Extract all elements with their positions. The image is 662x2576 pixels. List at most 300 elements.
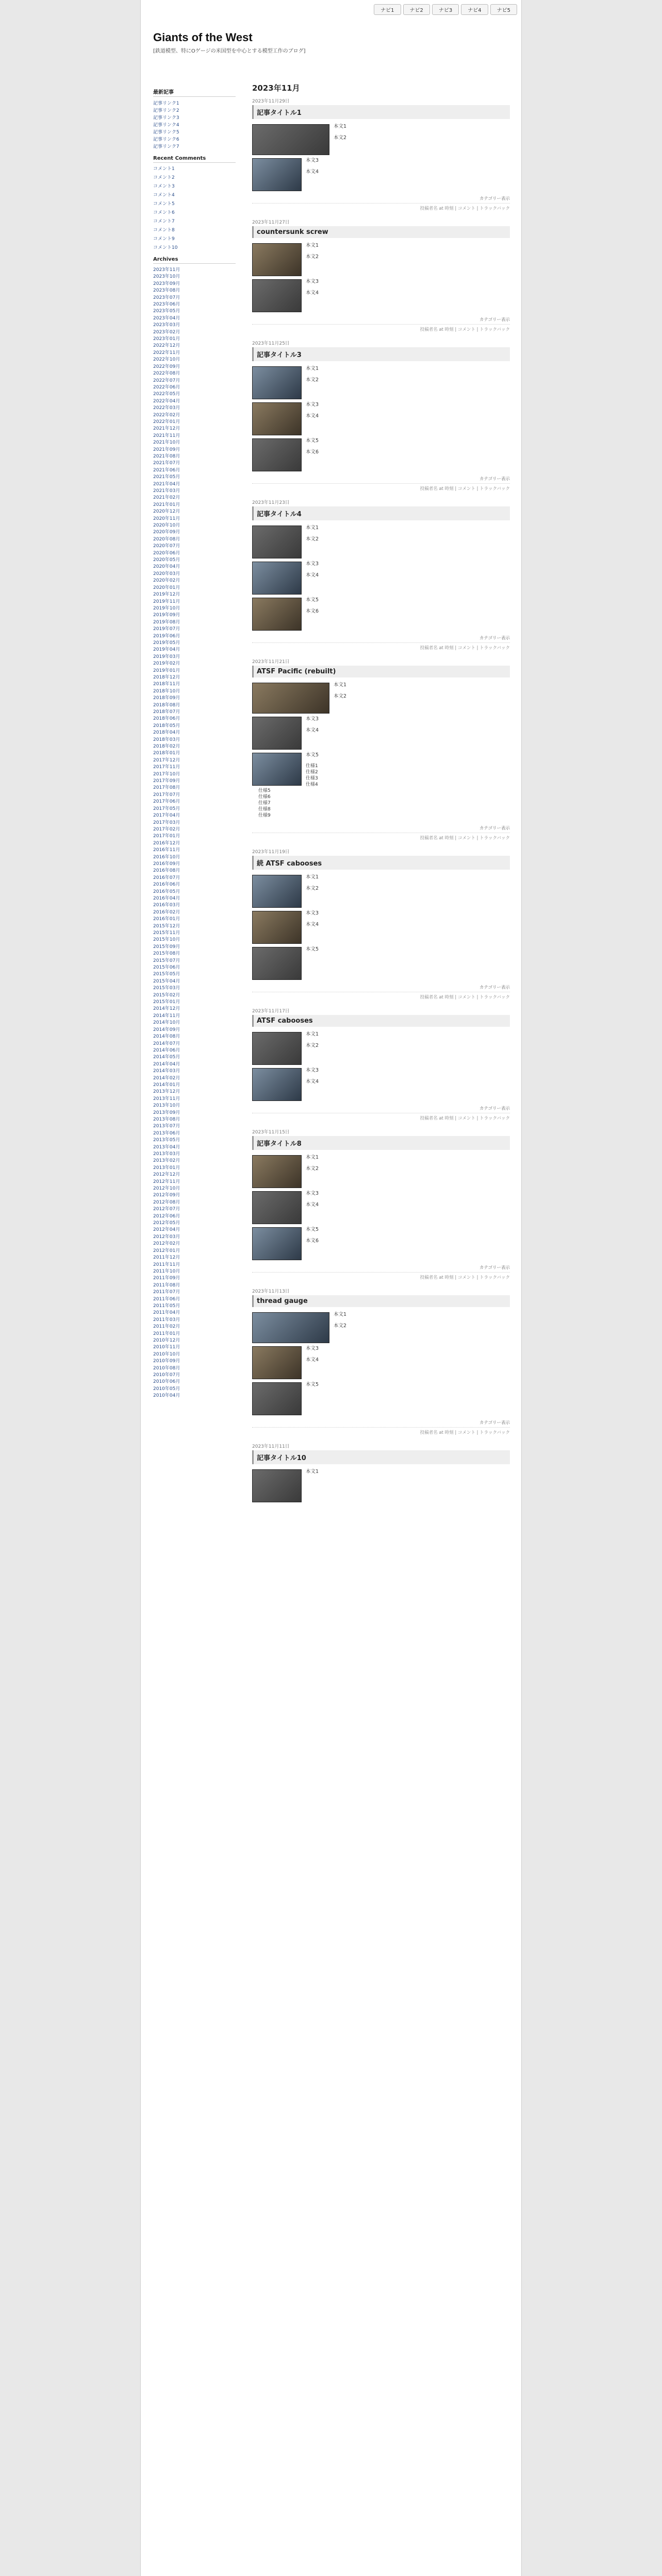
archive-link[interactable]: 2015年12月 bbox=[153, 923, 180, 929]
archive-link[interactable]: 2016年08月 bbox=[153, 868, 180, 874]
archive-link[interactable]: 2015年04月 bbox=[153, 978, 180, 984]
archive-item bbox=[153, 854, 236, 861]
archive-link[interactable]: 2023年07月 bbox=[153, 295, 180, 300]
recent-comment-link[interactable]: コメント1 bbox=[153, 166, 175, 172]
post-title[interactable]: 記事タイトル3 bbox=[252, 347, 510, 361]
archive-link[interactable]: 2016年06月 bbox=[153, 882, 180, 888]
archive-link[interactable]: 2014年02月 bbox=[153, 1075, 180, 1081]
archive-link[interactable]: 2011年07月 bbox=[153, 1290, 180, 1295]
post-footer[interactable]: 投稿者名 at 時刻 | コメント | トラックバック bbox=[252, 483, 510, 492]
archive-link[interactable]: 2017年10月 bbox=[153, 771, 180, 777]
post-photo[interactable] bbox=[252, 911, 302, 944]
archive-item bbox=[153, 647, 236, 653]
archive-link[interactable]: 2021年09月 bbox=[153, 447, 180, 452]
archive-link[interactable]: 2018年09月 bbox=[153, 696, 180, 701]
archive-link[interactable]: 2022年07月 bbox=[153, 378, 180, 383]
post-date: 2023年11月17日 bbox=[252, 1009, 290, 1014]
post-footer[interactable]: 投稿者名 at 時刻 | コメント | トラックバック bbox=[252, 203, 510, 211]
archive-link[interactable]: 2022年10月 bbox=[153, 357, 180, 363]
archive-link[interactable]: 2019年11月 bbox=[153, 599, 180, 604]
post-photo[interactable] bbox=[252, 683, 329, 714]
archive-link[interactable]: 2021年05月 bbox=[153, 474, 180, 480]
post-photo[interactable] bbox=[252, 402, 302, 435]
nav-link-5[interactable]: ナビ5 bbox=[490, 4, 517, 15]
archive-link[interactable]: 2015年01月 bbox=[153, 999, 180, 1005]
post-photo[interactable] bbox=[252, 1469, 302, 1502]
archive-link[interactable]: 2017年04月 bbox=[153, 813, 180, 819]
post-category[interactable]: カテゴリー表示 bbox=[479, 985, 510, 990]
recent-comment-link[interactable]: コメント6 bbox=[153, 210, 175, 215]
post-title[interactable]: 続 ATSF cabooses bbox=[252, 856, 510, 870]
recent-comment-link[interactable]: コメント5 bbox=[153, 201, 175, 207]
archive-link[interactable]: 2017年07月 bbox=[153, 792, 180, 798]
archive-item bbox=[153, 1358, 236, 1365]
archive-link[interactable]: 2017年02月 bbox=[153, 826, 180, 832]
archive-link[interactable]: 2016年05月 bbox=[153, 889, 180, 894]
post-photo[interactable] bbox=[252, 366, 302, 399]
archive-item bbox=[153, 951, 236, 957]
archive-link[interactable]: 2022年05月 bbox=[153, 392, 180, 397]
spec-row: 仕様3 bbox=[306, 776, 318, 781]
spec-row: 仕様6 bbox=[258, 794, 271, 800]
archive-link[interactable]: 2016年01月 bbox=[153, 917, 180, 922]
archive-item bbox=[153, 1310, 236, 1316]
archive-item bbox=[153, 785, 236, 791]
archive-link[interactable]: 2013年04月 bbox=[153, 1144, 180, 1150]
post-paragraph: 本文4 bbox=[306, 1357, 319, 1363]
post-footer[interactable]: 投稿者名 at 時刻 | コメント | トラックバック bbox=[252, 1272, 510, 1280]
archive-link[interactable]: 2020年02月 bbox=[153, 578, 180, 584]
archive-link[interactable]: 2018年06月 bbox=[153, 716, 180, 722]
archive-link[interactable]: 2021年03月 bbox=[153, 488, 180, 494]
archive-link[interactable]: 2019年06月 bbox=[153, 633, 180, 639]
post-paragraph: 本文5 bbox=[306, 946, 319, 952]
archive-item bbox=[153, 875, 236, 882]
post-footer[interactable]: 投稿者名 at 時刻 | コメント | トラックバック bbox=[252, 1427, 510, 1435]
archive-link[interactable]: 2023年04月 bbox=[153, 315, 180, 321]
archive-link[interactable]: 2011年03月 bbox=[153, 1317, 180, 1323]
archive-item bbox=[153, 1068, 236, 1075]
archive-link[interactable]: 2013年09月 bbox=[153, 1110, 180, 1115]
archive-link[interactable]: 2019年07月 bbox=[153, 626, 180, 632]
post-category[interactable]: カテゴリー表示 bbox=[479, 1265, 510, 1270]
recent-post-link[interactable]: 記事リンク4 bbox=[153, 123, 179, 128]
archive-link[interactable]: 2019年09月 bbox=[153, 613, 180, 618]
archive-link[interactable]: 2015年07月 bbox=[153, 958, 180, 963]
archive-link[interactable]: 2016年12月 bbox=[153, 840, 180, 846]
post-photo[interactable] bbox=[252, 1191, 302, 1224]
post-category[interactable]: カテゴリー表示 bbox=[479, 196, 510, 201]
recent-post-link[interactable]: 記事リンク6 bbox=[153, 137, 179, 142]
archive-item bbox=[153, 730, 236, 736]
archive-item bbox=[153, 557, 236, 564]
post-paragraph: 本文2 bbox=[306, 536, 319, 542]
archive-link[interactable]: 2014年04月 bbox=[153, 1061, 180, 1067]
archive-link[interactable]: 2022年01月 bbox=[153, 419, 180, 425]
archive-link[interactable]: 2019年08月 bbox=[153, 619, 180, 625]
recent-comment-item bbox=[153, 201, 236, 208]
archive-link[interactable]: 2016年02月 bbox=[153, 909, 180, 915]
archive-link[interactable]: 2012年05月 bbox=[153, 1221, 180, 1226]
archive-link[interactable]: 2019年10月 bbox=[153, 605, 180, 611]
archive-link[interactable]: 2023年03月 bbox=[153, 323, 180, 328]
archive-link[interactable]: 2013年06月 bbox=[153, 1130, 180, 1136]
archive-item bbox=[153, 674, 236, 681]
archive-link[interactable]: 2013年05月 bbox=[153, 1138, 180, 1143]
post-photo[interactable] bbox=[252, 717, 302, 750]
post-photo[interactable] bbox=[252, 598, 302, 631]
post-photo[interactable] bbox=[252, 1382, 302, 1415]
archive-link[interactable]: 2011年11月 bbox=[153, 1262, 180, 1267]
archive-link[interactable]: 2018年02月 bbox=[153, 744, 180, 750]
archive-link[interactable]: 2020年12月 bbox=[153, 509, 180, 515]
archive-item bbox=[153, 287, 236, 294]
archive-link[interactable]: 2010年12月 bbox=[153, 1337, 180, 1343]
post-photo[interactable] bbox=[252, 1227, 302, 1260]
archive-link[interactable]: 2011年05月 bbox=[153, 1303, 180, 1309]
blog-title[interactable]: Giants of the West bbox=[153, 31, 253, 44]
archive-link[interactable]: 2012年11月 bbox=[153, 1179, 180, 1184]
archive-item bbox=[153, 1192, 236, 1199]
archive-link[interactable]: 2013年12月 bbox=[153, 1089, 180, 1095]
post-photo[interactable] bbox=[252, 1068, 302, 1101]
archive-link[interactable]: 2014年11月 bbox=[153, 1013, 180, 1019]
archive-link[interactable]: 2010年04月 bbox=[153, 1393, 180, 1399]
post-photo[interactable] bbox=[252, 1032, 302, 1065]
archive-link[interactable]: 2016年03月 bbox=[153, 903, 180, 908]
post-category[interactable]: カテゴリー表示 bbox=[479, 1420, 510, 1426]
post-title[interactable]: 記事タイトル10 bbox=[252, 1450, 510, 1464]
recent-comment-link[interactable]: コメント8 bbox=[153, 228, 175, 233]
archive-link[interactable]: 2014年03月 bbox=[153, 1069, 180, 1074]
archive-link[interactable]: 2016年11月 bbox=[153, 848, 180, 853]
recent-comment-link[interactable]: コメント9 bbox=[153, 236, 175, 242]
archive-link[interactable]: 2021年11月 bbox=[153, 433, 180, 438]
recent-comment-link[interactable]: コメント4 bbox=[153, 193, 175, 198]
archive-link[interactable]: 2015年09月 bbox=[153, 944, 180, 950]
archive-link[interactable]: 2011年10月 bbox=[153, 1268, 180, 1274]
post-photo[interactable] bbox=[252, 1155, 302, 1188]
archive-item bbox=[153, 1331, 236, 1337]
archive-link[interactable]: 2012年06月 bbox=[153, 1213, 180, 1219]
archive-link[interactable]: 2011年04月 bbox=[153, 1310, 180, 1316]
archive-item bbox=[153, 833, 236, 840]
nav-link-2[interactable]: ナビ2 bbox=[403, 4, 430, 15]
archive-item bbox=[153, 329, 236, 336]
recent-comment-link[interactable]: コメント10 bbox=[153, 245, 178, 250]
archive-link[interactable]: 2012年04月 bbox=[153, 1227, 180, 1233]
post-photo[interactable] bbox=[252, 158, 302, 191]
archive-link[interactable]: 2012年08月 bbox=[153, 1199, 180, 1205]
archive-link[interactable]: 2022年09月 bbox=[153, 364, 180, 369]
post-photo[interactable] bbox=[252, 526, 302, 558]
archive-link[interactable]: 2014年07月 bbox=[153, 1041, 180, 1046]
archive-link[interactable]: 2023年02月 bbox=[153, 329, 180, 335]
archive-item bbox=[153, 619, 236, 626]
archive-link[interactable]: 2016年10月 bbox=[153, 854, 180, 860]
archive-link[interactable]: 2015年08月 bbox=[153, 951, 180, 957]
archive-item bbox=[153, 778, 236, 785]
archive-item bbox=[153, 826, 236, 833]
archive-link[interactable]: 2021年06月 bbox=[153, 467, 180, 473]
post-list bbox=[252, 97, 510, 1504]
archive-link[interactable]: 2017年08月 bbox=[153, 785, 180, 791]
archive-link[interactable]: 2012年09月 bbox=[153, 1193, 180, 1198]
post-photo[interactable] bbox=[252, 753, 302, 786]
archive-item bbox=[153, 481, 236, 488]
archive-link[interactable]: 2011年02月 bbox=[153, 1324, 180, 1330]
archive-link[interactable]: 2023年11月 bbox=[153, 267, 180, 273]
archive-item bbox=[153, 792, 236, 799]
post-photo[interactable] bbox=[252, 243, 302, 276]
post-footer[interactable]: 投稿者名 at 時刻 | コメント | トラックバック bbox=[252, 1113, 510, 1121]
post-title[interactable]: ATSF Pacific (rebuilt) bbox=[252, 666, 510, 677]
archive-link[interactable]: 2018年12月 bbox=[153, 674, 180, 680]
archive-link[interactable]: 2018年07月 bbox=[153, 709, 180, 715]
post-photo[interactable] bbox=[252, 1346, 302, 1379]
archive-link[interactable]: 2019年12月 bbox=[153, 592, 180, 598]
archive-link[interactable]: 2023年05月 bbox=[153, 309, 180, 314]
post-footer[interactable]: 投稿者名 at 時刻 | コメント | トラックバック bbox=[252, 642, 510, 651]
archive-link[interactable]: 2020年05月 bbox=[153, 557, 180, 563]
post-category[interactable]: カテゴリー表示 bbox=[479, 636, 510, 641]
archive-item bbox=[153, 909, 236, 916]
archive-link[interactable]: 2023年10月 bbox=[153, 274, 180, 280]
post-category[interactable]: カテゴリー表示 bbox=[479, 477, 510, 482]
post-title[interactable]: 記事タイトル8 bbox=[252, 1136, 510, 1150]
post-title[interactable]: ATSF cabooses bbox=[252, 1015, 510, 1027]
archive-link[interactable]: 2011年01月 bbox=[153, 1331, 180, 1336]
post-photo[interactable] bbox=[252, 875, 302, 908]
archive-link[interactable]: 2020年11月 bbox=[153, 516, 180, 521]
recent-post-link[interactable]: 記事リンク1 bbox=[153, 101, 179, 106]
archive-link[interactable]: 2012年03月 bbox=[153, 1234, 180, 1240]
archive-link[interactable]: 2012年07月 bbox=[153, 1207, 180, 1212]
archive-link[interactable]: 2011年09月 bbox=[153, 1276, 180, 1281]
archive-link[interactable]: 2022年02月 bbox=[153, 412, 180, 418]
post-title[interactable]: thread gauge bbox=[252, 1295, 510, 1307]
archive-item bbox=[153, 654, 236, 660]
archive-link[interactable]: 2010年11月 bbox=[153, 1345, 180, 1350]
archive-link[interactable]: 2012年02月 bbox=[153, 1241, 180, 1247]
archive-item bbox=[153, 971, 236, 978]
archive-link[interactable]: 2013年02月 bbox=[153, 1158, 180, 1164]
post-date: 2023年11月21日 bbox=[252, 659, 290, 665]
archive-link[interactable]: 2012年01月 bbox=[153, 1248, 180, 1253]
nav-link-3[interactable]: ナビ3 bbox=[432, 4, 459, 15]
archive-link[interactable]: 2016年09月 bbox=[153, 861, 180, 867]
archive-link[interactable]: 2010年06月 bbox=[153, 1379, 180, 1385]
nav-link-1[interactable]: ナビ1 bbox=[374, 4, 401, 15]
archive-link[interactable]: 2017年12月 bbox=[153, 757, 180, 763]
archive-link[interactable]: 2014年05月 bbox=[153, 1055, 180, 1060]
archive-link[interactable]: 2015年02月 bbox=[153, 992, 180, 998]
nav-link-4[interactable]: ナビ4 bbox=[461, 4, 488, 15]
archive-item bbox=[153, 882, 236, 888]
archive-link[interactable]: 2019年05月 bbox=[153, 640, 180, 646]
archive-link[interactable]: 2018年01月 bbox=[153, 751, 180, 756]
archive-link[interactable]: 2019年04月 bbox=[153, 647, 180, 653]
post-title[interactable]: countersunk screw bbox=[252, 226, 510, 238]
archive-link[interactable]: 2013年11月 bbox=[153, 1096, 180, 1101]
post-footer[interactable]: 投稿者名 at 時刻 | コメント | トラックバック bbox=[252, 833, 510, 841]
archive-item bbox=[153, 958, 236, 964]
archive-link[interactable]: 2022年12月 bbox=[153, 343, 180, 349]
archive-link[interactable]: 2017年09月 bbox=[153, 778, 180, 784]
archive-link[interactable]: 2017年11月 bbox=[153, 765, 180, 770]
archive-link[interactable]: 2020年06月 bbox=[153, 550, 180, 556]
archive-link[interactable]: 2018年08月 bbox=[153, 702, 180, 708]
archive-link[interactable]: 2010年05月 bbox=[153, 1386, 180, 1392]
blog-post bbox=[252, 848, 510, 1000]
post-footer[interactable]: 投稿者名 at 時刻 | コメント | トラックバック bbox=[252, 324, 510, 332]
archive-link[interactable]: 2018年03月 bbox=[153, 737, 180, 742]
archive-link[interactable]: 2011年06月 bbox=[153, 1296, 180, 1302]
archive-link[interactable]: 2011年12月 bbox=[153, 1255, 180, 1261]
archive-link[interactable]: 2022年08月 bbox=[153, 371, 180, 377]
archive-item bbox=[153, 612, 236, 619]
recent-comment-link[interactable]: コメント2 bbox=[153, 175, 175, 180]
post-photo[interactable] bbox=[252, 124, 329, 155]
archive-link[interactable]: 2014年12月 bbox=[153, 1006, 180, 1012]
archive-link[interactable]: 2021年07月 bbox=[153, 461, 180, 466]
archive-item bbox=[153, 578, 236, 584]
archive-link[interactable]: 2012年12月 bbox=[153, 1172, 180, 1178]
archive-link[interactable]: 2013年01月 bbox=[153, 1165, 180, 1171]
archive-item bbox=[153, 861, 236, 868]
archive-link[interactable]: 2020年03月 bbox=[153, 571, 180, 577]
post-photo[interactable] bbox=[252, 279, 302, 312]
archive-link[interactable]: 2013年03月 bbox=[153, 1151, 180, 1157]
archive-link[interactable]: 2023年06月 bbox=[153, 302, 180, 308]
recent-post-link[interactable]: 記事リンク5 bbox=[153, 130, 179, 135]
archive-link[interactable]: 2017年01月 bbox=[153, 834, 180, 839]
archive-item bbox=[153, 419, 236, 426]
archive-item bbox=[153, 944, 236, 951]
archive-link[interactable]: 2010年08月 bbox=[153, 1365, 180, 1371]
archive-link[interactable]: 2019年02月 bbox=[153, 661, 180, 667]
archive-link[interactable]: 2020年07月 bbox=[153, 544, 180, 549]
spec-row: 仕様2 bbox=[306, 770, 318, 775]
archive-link[interactable]: 2013年08月 bbox=[153, 1116, 180, 1122]
archive-link[interactable]: 2022年11月 bbox=[153, 350, 180, 355]
archive-link[interactable]: 2020年01月 bbox=[153, 585, 180, 590]
archive-link[interactable]: 2010年10月 bbox=[153, 1351, 180, 1357]
archive-link[interactable]: 2013年07月 bbox=[153, 1124, 180, 1129]
archive-link[interactable]: 2021年10月 bbox=[153, 440, 180, 446]
archive-link[interactable]: 2016年04月 bbox=[153, 895, 180, 901]
recent-comment-item bbox=[153, 210, 236, 216]
archive-link[interactable]: 2021年12月 bbox=[153, 426, 180, 432]
archive-link[interactable]: 2017年06月 bbox=[153, 799, 180, 805]
archives-list bbox=[153, 267, 236, 1400]
archive-link[interactable]: 2016年07月 bbox=[153, 875, 180, 880]
archive-link[interactable]: 2015年05月 bbox=[153, 972, 180, 977]
archive-link[interactable]: 2022年03月 bbox=[153, 405, 180, 411]
archive-link[interactable]: 2021年01月 bbox=[153, 502, 180, 507]
archive-item bbox=[153, 405, 236, 412]
archive-link[interactable]: 2015年10月 bbox=[153, 937, 180, 943]
archive-link[interactable]: 2013年10月 bbox=[153, 1103, 180, 1109]
post-photo[interactable] bbox=[252, 947, 302, 980]
archive-link[interactable]: 2018年11月 bbox=[153, 682, 180, 687]
archive-link[interactable]: 2014年06月 bbox=[153, 1047, 180, 1053]
post-photo[interactable] bbox=[252, 438, 302, 471]
recent-post-item bbox=[153, 129, 236, 136]
spec-row: 仕様8 bbox=[258, 807, 271, 812]
archive-link[interactable]: 2012年10月 bbox=[153, 1186, 180, 1192]
archive-link[interactable]: 2021年08月 bbox=[153, 453, 180, 459]
archive-link[interactable]: 2010年07月 bbox=[153, 1372, 180, 1378]
post-paragraph: 本文4 bbox=[306, 1202, 319, 1208]
archive-link[interactable]: 2022年06月 bbox=[153, 384, 180, 390]
archive-link[interactable]: 2018年10月 bbox=[153, 688, 180, 694]
archive-link[interactable]: 2023年09月 bbox=[153, 281, 180, 286]
post-title[interactable]: 記事タイトル1 bbox=[252, 105, 510, 119]
archive-link[interactable]: 2020年10月 bbox=[153, 523, 180, 529]
archive-link[interactable]: 2018年05月 bbox=[153, 723, 180, 728]
archive-link[interactable]: 2014年09月 bbox=[153, 1027, 180, 1032]
archive-link[interactable]: 2019年01月 bbox=[153, 668, 180, 673]
post-paragraph: 本文3 bbox=[306, 158, 319, 163]
recent-post-link[interactable]: 記事リンク7 bbox=[153, 144, 179, 149]
archive-item bbox=[153, 1248, 236, 1255]
archive-link[interactable]: 2020年09月 bbox=[153, 530, 180, 535]
archive-item bbox=[153, 1116, 236, 1123]
archive-item bbox=[153, 1344, 236, 1351]
archive-link[interactable]: 2010年09月 bbox=[153, 1359, 180, 1364]
archive-link[interactable]: 2017年03月 bbox=[153, 820, 180, 825]
top-nav bbox=[374, 4, 517, 15]
archive-link[interactable]: 2014年10月 bbox=[153, 1020, 180, 1026]
post-paragraph: 本文2 bbox=[306, 1166, 319, 1172]
archive-link[interactable]: 2021年02月 bbox=[153, 495, 180, 501]
archive-link[interactable]: 2014年01月 bbox=[153, 1082, 180, 1088]
archive-item bbox=[153, 495, 236, 501]
recent-comment-link[interactable]: コメント7 bbox=[153, 219, 175, 224]
archive-link[interactable]: 2015年11月 bbox=[153, 930, 180, 936]
archive-link[interactable]: 2017年05月 bbox=[153, 806, 180, 811]
archive-link[interactable]: 2015年03月 bbox=[153, 986, 180, 991]
archive-link[interactable]: 2019年03月 bbox=[153, 654, 180, 659]
archive-link[interactable]: 2021年04月 bbox=[153, 481, 180, 487]
recent-post-link[interactable]: 記事リンク2 bbox=[153, 108, 179, 113]
archive-item bbox=[153, 723, 236, 730]
post-title[interactable]: 記事タイトル4 bbox=[252, 506, 510, 520]
archive-link[interactable]: 2015年06月 bbox=[153, 965, 180, 971]
archive-link[interactable]: 2023年08月 bbox=[153, 288, 180, 294]
post-photo[interactable] bbox=[252, 1312, 329, 1343]
archive-link[interactable]: 2022年04月 bbox=[153, 398, 180, 404]
archive-link[interactable]: 2018年04月 bbox=[153, 730, 180, 736]
post-paragraph: 本文4 bbox=[306, 727, 319, 733]
post-category[interactable]: カテゴリー表示 bbox=[479, 826, 510, 831]
recent-comment-link[interactable]: コメント3 bbox=[153, 184, 175, 189]
recent-post-link[interactable]: 記事リンク3 bbox=[153, 115, 179, 121]
archive-link[interactable]: 2020年04月 bbox=[153, 564, 180, 570]
post-paragraph: 本文6 bbox=[306, 1238, 319, 1244]
post-category[interactable]: カテゴリー表示 bbox=[479, 317, 510, 323]
archive-item bbox=[153, 433, 236, 439]
post-photo[interactable] bbox=[252, 562, 302, 595]
archive-item bbox=[153, 1082, 236, 1089]
archive-link[interactable]: 2014年08月 bbox=[153, 1034, 180, 1040]
archive-link[interactable]: 2011年08月 bbox=[153, 1282, 180, 1288]
post-category[interactable]: カテゴリー表示 bbox=[479, 1106, 510, 1111]
post-footer[interactable]: 投稿者名 at 時刻 | コメント | トラックバック bbox=[252, 992, 510, 1000]
archive-link[interactable]: 2020年08月 bbox=[153, 536, 180, 542]
archive-link[interactable]: 2023年01月 bbox=[153, 336, 180, 342]
